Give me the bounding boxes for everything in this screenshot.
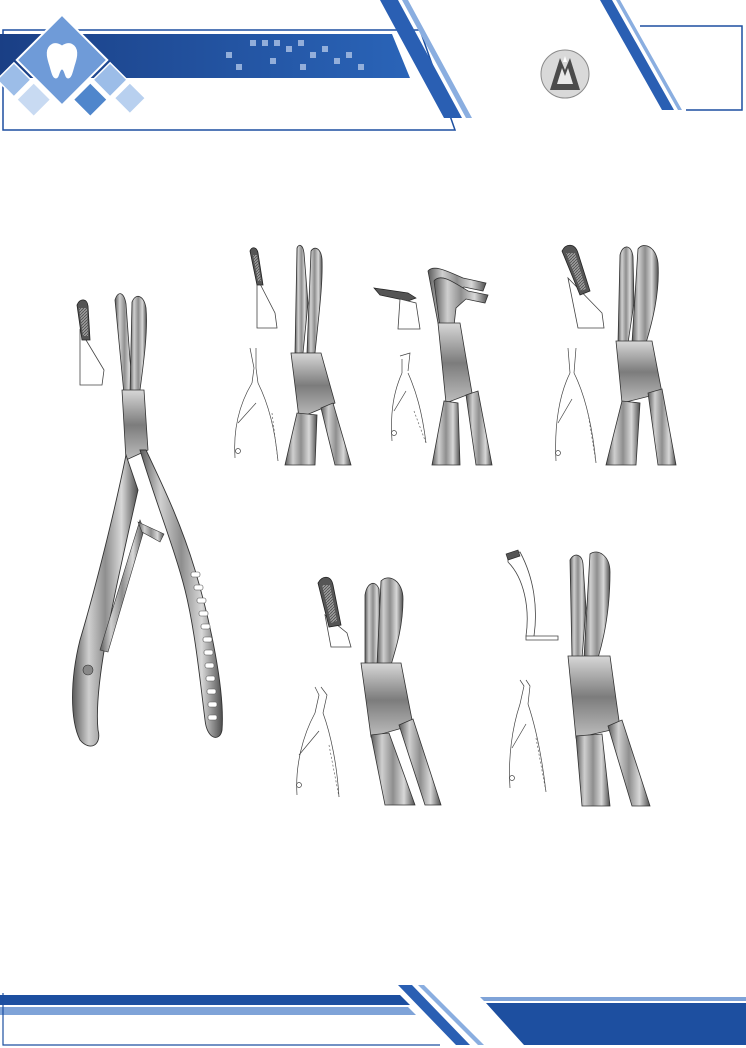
footer-banner [0,975,746,1048]
product-image-2760 [548,243,680,468]
product-image-2759 [368,263,498,468]
company-logo-text [510,22,620,106]
header-banner [0,0,746,135]
product-image-2762 [498,548,658,808]
product-image-2757 [60,290,230,760]
tooth-icon [40,38,84,82]
product-image-2761 [285,575,445,807]
product-image-2758 [225,243,360,468]
